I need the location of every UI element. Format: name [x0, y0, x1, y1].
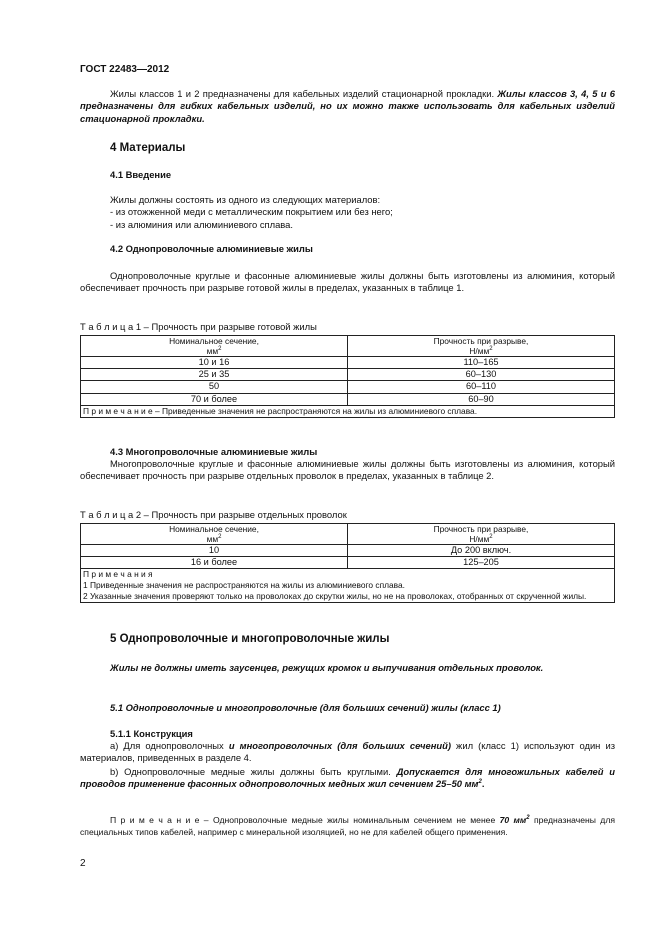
section-4-1-title: 4.1 Введение	[110, 169, 172, 180]
table-2-col-section: Номинальное сечение, $мм^2$	[81, 524, 348, 545]
section-4-2-title: 4.2 Однопроволочные алюминиевые жилы	[110, 243, 313, 254]
table-1-header-row	[81, 336, 615, 357]
materials-intro: Жилы должны состоять из одного из следующих материалов:	[110, 194, 381, 205]
table-2-caption-text: – Прочность при разрыве отдельных проволок	[141, 509, 347, 520]
page-number: 2	[80, 858, 86, 869]
materials-item-aluminium: - из алюминия или алюминиевого сплава.	[110, 218, 293, 230]
table-2	[80, 523, 615, 603]
document-code: ГОСТ 22483—2012	[80, 64, 170, 75]
table-2-note-2: 2 Указанные значения проверяют только на проволоках до скрутки жилы, но не на проволоках, отобранных от скрученной жилы.	[83, 591, 587, 601]
table-2-label: Т а б л и ц а 2	[80, 509, 142, 520]
table-row: 10 и 16 110–165	[81, 357, 615, 369]
table-2-col-strength: Прочность при разрыве, $Н/мм^2$	[348, 524, 615, 545]
table-1-caption-text: – Прочность при разрыве готовой жилы	[141, 321, 317, 332]
section-5-1-title: 5.1 Однопроволочные и многопроволочные (для больших сечений) жилы (класс 1)	[110, 702, 501, 713]
table-2-note-1: 1 Приведенные значения не распространяются на жилы из алюминиевого сплава.	[83, 580, 406, 591]
section-4-3-text	[80, 458, 615, 483]
table-1-label: Т а б л и ц а 1	[80, 321, 142, 332]
section-5-1-1-title: 5.1.1 Конструкция	[110, 728, 193, 739]
table-row: 25 и 35 60–130	[81, 369, 615, 381]
table-row: 10 До 200 включ.	[81, 545, 615, 557]
section-5-title: 5 Однопроволочные и многопроволочные жилы	[110, 633, 390, 645]
section-4-title: 4 Материалы	[110, 142, 186, 154]
table-1	[80, 335, 615, 418]
table-1-caption	[80, 321, 317, 333]
section-5-lead-text: Жилы не должны иметь заусенцев, режущих кромок и выпучивания отдельных проволок.	[110, 662, 544, 673]
table-row: 70 и более 60–90	[81, 393, 615, 405]
table-row: 50 60–110	[81, 381, 615, 393]
table-1-col-strength: Прочность при разрыве, $Н/мм^2$	[348, 336, 615, 357]
section-5-lead	[80, 662, 615, 674]
section-4-3-paragraph: Многопроволочные круглые и фасонные алюминиевые жилы должны быть изготовлены из алюминия, который обеспечивает прочность при разрыве отдельных проволок в пределах, указанных в таблице 2.	[80, 458, 615, 482]
table-2-notes	[81, 569, 615, 602]
table-1-note-row	[81, 405, 615, 417]
section-4-1-text	[80, 194, 615, 231]
table-2-header-row	[81, 524, 615, 545]
section-4-2-text	[80, 270, 615, 295]
section-5-1-1-item-b: b) Однопроволочные медные жилы должны быть круглыми. Допускается для многожильных кабелей и проводов применение фасонных однопроволочных медных жил сечением 25–50 $мм^2$.	[80, 766, 616, 790]
section-4-3-title: 4.3 Многопроволочные алюминиевые жилы	[110, 446, 318, 457]
intro-paragraph	[80, 88, 615, 125]
table-2-note-label: П р и м е ч а н и я	[83, 569, 153, 580]
intro-plain: Жилы классов 1 и 2 предназначены для кабельных изделий стационарной прокладки.	[110, 88, 495, 99]
materials-item-copper: - из отожженной меди с металлическим покрытием или без него;	[110, 206, 393, 218]
table-row: 16 и более 125–205	[81, 557, 615, 569]
table-1-note: П р и м е ч а н и е – Приведенные значения не распространяются на жилы из алюминиевого сплава.	[81, 405, 615, 417]
section-5-1-1-item-a: а) Для однопроволочных и многопроволочных (для больших сечений) жил (класс 1) используют один из материалов, приведенных в разделе 4.	[80, 740, 615, 764]
table-2-note-row	[81, 569, 615, 602]
table-2-caption	[80, 509, 347, 521]
section-5-note: П р и м е ч а н и е – Однопроволочные медные жилы номинальным сечением не менее 70 $мм^2$ предназначены для специальных типов кабелей, например с минеральной изоляцией, но не для кабелей общего применения.	[80, 815, 615, 837]
table-1-col-section: Номинальное сечение, $мм^2$	[81, 336, 348, 357]
section-4-2-paragraph: Однопроволочные круглые и фасонные алюминиевые жилы должны быть изготовлены из алюминия, который обеспечивает прочность при разрыве готовой жилы в пределах, указанных в таблице 1.	[80, 270, 615, 294]
intro-bold-italic: Жилы классов 3, 4, 5 и 6 предназначены для гибких кабельных изделий, но их можно также использовать для кабельных изделий стационарной прокладки.	[80, 88, 615, 124]
